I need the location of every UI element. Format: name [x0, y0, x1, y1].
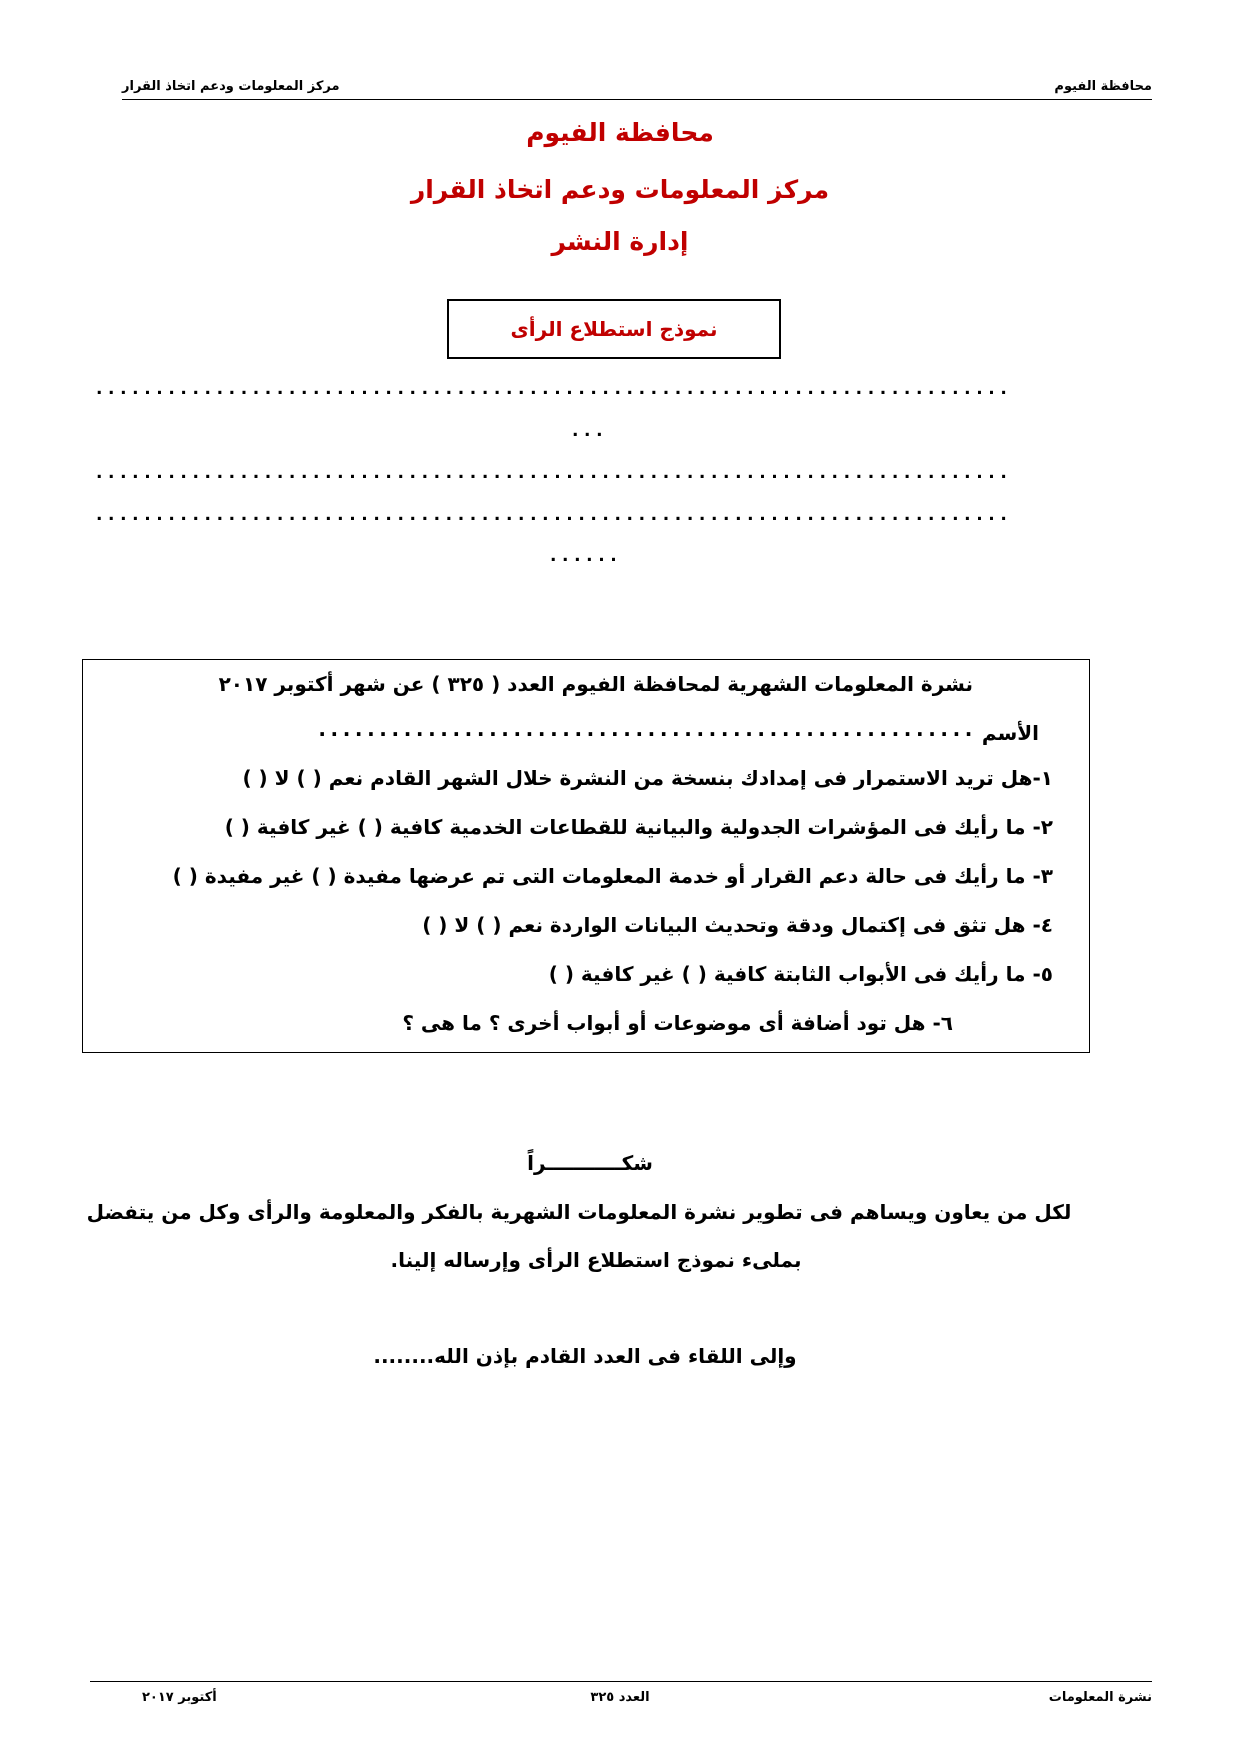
dotted-line: ............................................................................: [96, 463, 1013, 483]
thanks-line-1: لكل من يعاون ويساهم فى تطوير نشرة المعلومات الشهرية بالفكر والمعلومة والرأى وكل من يتفضل: [86, 1200, 1072, 1224]
header-center-name: مركز المعلومات ودعم اتخاذ القرار: [122, 79, 340, 94]
closing-line: وإلى اللقاء فى العدد القادم بإذن الله........: [373, 1344, 797, 1368]
name-field[interactable]: ......................................................: [318, 717, 977, 741]
thanks-title: شكـــــــــــراً: [527, 1151, 653, 1175]
form-title: نموذج استطلاع الرأى: [510, 317, 718, 341]
title-governorate: محافظة الفيوم: [526, 118, 714, 147]
header-governorate: محافظة الفيوم: [1054, 79, 1152, 94]
question-3: ٣- ما رأيك فى حالة دعم القرار أو خدمة المعلومات التى تم عرضها مفيدة ( ) غير مفيدة ( ): [172, 864, 1053, 888]
question-2: ٢- ما رأيك فى المؤشرات الجدولية والبيانية للقطاعات الخدمية كافية ( ) غير كافية ( ): [224, 815, 1053, 839]
question-1: ١-هل تريد الاستمرار فى إمدادك بنسخة من النشرة خلال الشهر القادم نعم ( ) لا ( ): [242, 766, 1053, 790]
dotted-line-short: ...: [572, 421, 609, 441]
footer-date: أكتوبر ٢٠١٧: [142, 1690, 217, 1705]
footer-rule: [90, 1681, 1152, 1682]
form-title-box: [447, 299, 781, 359]
thanks-line-2: بملىء نموذج استطلاع الرأى وإرساله إلينا.: [390, 1248, 802, 1272]
survey-form: [82, 659, 1090, 1053]
name-label: الأسم: [981, 721, 1039, 745]
header-rule: [122, 99, 1152, 100]
question-4: ٤- هل تثق فى إكتمال ودقة وتحديث البيانات الواردة نعم ( ) لا ( ): [422, 913, 1053, 937]
dotted-line: ............................................................................: [96, 379, 1013, 399]
title-center: مركز المعلومات ودعم اتخاذ القرار: [410, 175, 830, 204]
footer-publication: نشرة المعلومات: [1048, 1690, 1152, 1705]
dotted-line: ............................................................................: [96, 505, 1013, 525]
title-department: إدارة النشر: [551, 227, 689, 256]
dotted-line-short: ......: [550, 546, 623, 566]
footer-issue-number: العدد ٣٢٥: [590, 1690, 650, 1705]
question-6: ٦- هل تود أضافة أى موضوعات أو أبواب أخرى ؟ ما هى ؟: [402, 1011, 953, 1035]
question-5: ٥- ما رأيك فى الأبواب الثابتة كافية ( ) غير كافية ( ): [548, 962, 1053, 986]
survey-heading: نشرة المعلومات الشهرية لمحافظة الفيوم العدد ( ٣٢٥ ) عن شهر أكتوبر ٢٠١٧: [218, 672, 973, 696]
